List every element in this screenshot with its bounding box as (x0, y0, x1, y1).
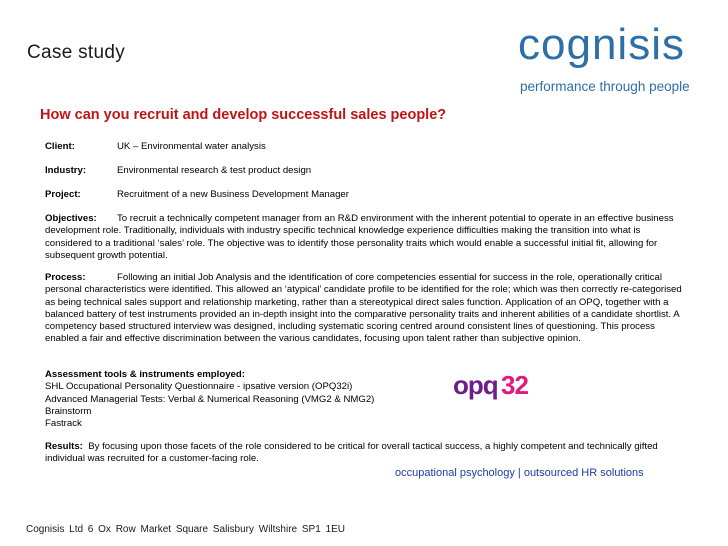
client-value: UK – Environmental water analysis (117, 141, 266, 152)
cognisis-logo: cognisis (518, 20, 685, 69)
industry-label: Industry: (45, 165, 87, 176)
project-row (45, 189, 685, 201)
process-value: Following an initial Job Analysis and the identification of core competencies essential for success in the role, operationally critical personal characteristics were identified. This allowed an ‘atypical’ candidate profile to be identified for the role; which was then correctly re-categorised as being technical sales support and relationship marketing, rather than a stereotypical direct sales function. Application of an OPQ, together with a balanced battery of test instruments provided an in-depth insight into the comparative personality traits and inherent abilities of a candidate shortlist. A competency based structured interview was designed, including systematic scoring centred around consistent lines of questioning. This process enabled a fair and effective discrimination between the various candidates, focusing upon talent rather than subjective opinion. (45, 272, 682, 345)
svg-text:32: 32 (501, 372, 528, 400)
results-paragraph (45, 441, 685, 466)
tool-item: Fastrack (45, 418, 82, 430)
brand-tagline: performance through people (520, 79, 690, 94)
svg-text:opq: opq (453, 372, 498, 400)
tool-item: SHL Occupational Personality Questionnaire - ipsative version (OPQ32i) (45, 381, 353, 393)
results-value: By focusing upon those facets of the role considered to be critical for overall tactical success, a highly competent and technically gifted individual was recruited for a customer-facing role. (45, 441, 658, 465)
process-paragraph (45, 272, 685, 346)
client-row (45, 141, 685, 153)
tool-item: Brainstorm (45, 405, 92, 417)
industry-value: Environmental research & test product design (117, 165, 312, 176)
tools-heading: Assessment tools & instruments employed: (45, 369, 245, 380)
tool-item: Advanced Managerial Tests: Verbal & Numerical Reasoning (VMG2 & NMG2) (45, 393, 375, 405)
project-label: Project: (45, 189, 81, 200)
results-label: Results: (45, 441, 83, 452)
page-title: Case study (27, 42, 126, 63)
industry-row (45, 165, 685, 177)
services-tagline: occupational psychology | outsourced HR solutions (395, 467, 644, 479)
objectives-paragraph (45, 213, 685, 262)
process-label: Process: (45, 272, 86, 283)
tools-section (45, 369, 685, 430)
client-label: Client: (45, 141, 75, 152)
case-question: How can you recruit and develop successful sales people? (40, 107, 447, 123)
opq32-logo (453, 372, 548, 407)
objectives-label: Objectives: (45, 213, 97, 224)
objectives-value: To recruit a technically competent manager from an R&D environment with the inherent potential to operate in an effective business development role. Traditionally, individuals with industry specific technical knowledge experience difficulties making the transition into what is considered to a traditional ‘sales’ role. The objective was to identify those personality traits which would enable a successful initial fit, allowing for subsequent growth potential. (45, 213, 674, 261)
project-value: Recruitment of a new Business Development Manager (117, 189, 349, 200)
company-address: Cognisis Ltd 6 Ox Row Market Square Salisbury Wiltshire SP1 1EU (26, 524, 346, 535)
